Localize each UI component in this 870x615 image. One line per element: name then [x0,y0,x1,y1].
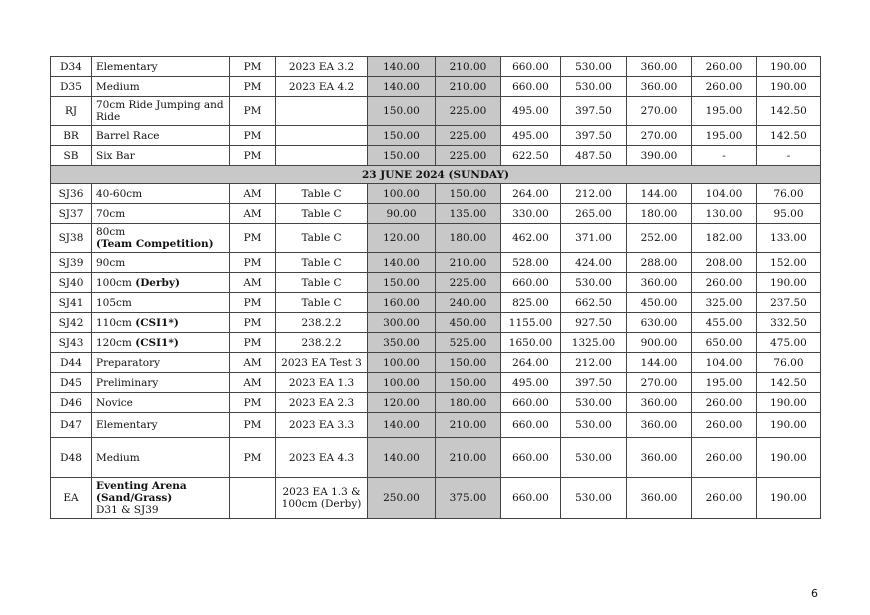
event-description: 80cm (Team Competition) [92,224,230,253]
day-header-row [51,166,821,184]
prize-cell: 144.00 [627,184,692,204]
prize-cell: 530.00 [561,438,627,478]
fee-cell: 150.00 [368,146,436,166]
fee-cell: 210.00 [436,253,501,273]
session: PM [230,413,276,438]
prize-cell: 1325.00 [561,333,627,353]
test-level: 2023 EA 1.3 [276,373,368,393]
fee-cell: 160.00 [368,293,436,313]
table-row [51,293,821,313]
prize-cell: 650.00 [692,333,757,353]
session: AM [230,273,276,293]
fee-cell: 225.00 [436,273,501,293]
event-code: SJ38 [51,224,92,253]
prize-cell: 371.00 [561,224,627,253]
session: PM [230,77,276,97]
session: AM [230,373,276,393]
fee-cell: 120.00 [368,393,436,413]
session: PM [230,253,276,273]
event-description: Elementary [92,57,230,77]
test-level: 2023 EA 2.3 [276,393,368,413]
prize-cell: 397.50 [561,97,627,126]
event-code: D44 [51,353,92,373]
table-row [51,253,821,273]
test-level: Table C [276,273,368,293]
session: PM [230,333,276,353]
event-description: 90cm [92,253,230,273]
fee-cell: 150.00 [368,273,436,293]
fee-cell: 225.00 [436,97,501,126]
prize-cell: 252.00 [627,224,692,253]
fee-cell: 140.00 [368,413,436,438]
prize-cell: 825.00 [501,293,561,313]
test-level [276,146,368,166]
fee-cell: 375.00 [436,478,501,519]
prize-cell: 900.00 [627,333,692,353]
prize-cell: 264.00 [501,353,561,373]
prize-cell: 104.00 [692,353,757,373]
fee-cell: 240.00 [436,293,501,313]
test-level: Table C [276,253,368,273]
prize-cell: 142.50 [757,126,821,146]
table-row [51,77,821,97]
prize-cell: 270.00 [627,373,692,393]
prize-cell: 325.00 [692,293,757,313]
prize-cell: 190.00 [757,57,821,77]
fee-cell: 135.00 [436,204,501,224]
prize-cell: 455.00 [692,313,757,333]
prize-cell: 142.50 [757,373,821,393]
table-row [51,146,821,166]
fee-cell: 525.00 [436,333,501,353]
prize-cell: 260.00 [692,77,757,97]
fee-cell: 250.00 [368,478,436,519]
prize-cell: 95.00 [757,204,821,224]
fee-cell: 210.00 [436,57,501,77]
prize-cell: 360.00 [627,478,692,519]
prize-cell: 182.00 [692,224,757,253]
prize-cell: 530.00 [561,393,627,413]
event-description: Preparatory [92,353,230,373]
prize-cell: 144.00 [627,353,692,373]
event-description: 40-60cm [92,184,230,204]
prize-cell: 180.00 [627,204,692,224]
prize-cell: 528.00 [501,253,561,273]
event-description: Eventing Arena (Sand/Grass) D31 & SJ39 [92,478,230,519]
session: PM [230,438,276,478]
prize-cell: 660.00 [501,57,561,77]
test-level: 2023 EA 4.3 [276,438,368,478]
prize-cell: 270.00 [627,126,692,146]
fee-cell: 140.00 [368,77,436,97]
event-code: D34 [51,57,92,77]
fee-cell: 140.00 [368,57,436,77]
fee-cell: 210.00 [436,413,501,438]
prize-cell: 260.00 [692,413,757,438]
fee-cell: 180.00 [436,224,501,253]
prize-cell: 390.00 [627,146,692,166]
table-row [51,413,821,438]
prize-cell: 190.00 [757,413,821,438]
prize-cell: 208.00 [692,253,757,273]
session: PM [230,126,276,146]
table-row [51,57,821,77]
prize-cell: 660.00 [501,413,561,438]
fee-cell: 140.00 [368,438,436,478]
prize-cell: 475.00 [757,333,821,353]
event-code: D35 [51,77,92,97]
prize-cell: - [692,146,757,166]
fee-cell: 150.00 [436,353,501,373]
prize-cell: 660.00 [501,393,561,413]
fee-cell: 180.00 [436,393,501,413]
prize-cell: 76.00 [757,184,821,204]
fee-cell: 140.00 [368,253,436,273]
prize-cell: 450.00 [627,293,692,313]
prize-cell: 288.00 [627,253,692,273]
test-level: 2023 EA 3.3 [276,413,368,438]
prize-cell: 152.00 [757,253,821,273]
prize-cell: 530.00 [561,57,627,77]
prize-cell: 76.00 [757,353,821,373]
table-row [51,393,821,413]
prize-cell: 360.00 [627,77,692,97]
prize-cell: 660.00 [501,478,561,519]
test-level: 2023 EA 4.2 [276,77,368,97]
prize-cell: 530.00 [561,478,627,519]
prize-cell: 530.00 [561,77,627,97]
event-code: SJ42 [51,313,92,333]
prize-cell: - [757,146,821,166]
session: PM [230,97,276,126]
prize-cell: 360.00 [627,438,692,478]
prize-cell: 260.00 [692,393,757,413]
event-code: SJ37 [51,204,92,224]
prize-cell: 265.00 [561,204,627,224]
fee-cell: 210.00 [436,77,501,97]
table-row [51,126,821,146]
session: AM [230,184,276,204]
fee-cell: 90.00 [368,204,436,224]
session: PM [230,224,276,253]
prize-cell: 190.00 [757,273,821,293]
prize-cell: 495.00 [501,373,561,393]
prize-cell: 104.00 [692,184,757,204]
test-level: Table C [276,184,368,204]
test-level: 238.2.2 [276,333,368,353]
prize-cell: 360.00 [627,57,692,77]
fee-cell: 100.00 [368,353,436,373]
fee-cell: 100.00 [368,373,436,393]
prize-cell: 660.00 [501,77,561,97]
prize-cell: 260.00 [692,478,757,519]
session: AM [230,204,276,224]
page-number: 6 [811,587,818,600]
fee-cell: 450.00 [436,313,501,333]
table-row [51,224,821,253]
table-row [51,438,821,478]
event-code: BR [51,126,92,146]
prize-cell: 630.00 [627,313,692,333]
table-row [51,273,821,293]
table-row [51,313,821,333]
fee-cell: 225.00 [436,146,501,166]
prize-cell: 495.00 [501,97,561,126]
prize-cell: 270.00 [627,97,692,126]
session: PM [230,313,276,333]
event-code: EA [51,478,92,519]
event-description: 110cm (CSI1*) [92,313,230,333]
prize-cell: 190.00 [757,478,821,519]
event-description: 105cm [92,293,230,313]
event-code: SJ41 [51,293,92,313]
event-description: Medium [92,77,230,97]
prize-cell: 622.50 [501,146,561,166]
prize-cell: 237.50 [757,293,821,313]
event-code: SJ36 [51,184,92,204]
prize-cell: 487.50 [561,146,627,166]
prize-cell: 360.00 [627,393,692,413]
table-row [51,373,821,393]
prize-cell: 360.00 [627,273,692,293]
prize-cell: 660.00 [501,438,561,478]
session: PM [230,293,276,313]
prize-cell: 133.00 [757,224,821,253]
fee-cell: 100.00 [368,184,436,204]
prize-cell: 397.50 [561,126,627,146]
test-level: Table C [276,204,368,224]
prize-cell: 927.50 [561,313,627,333]
event-code: SJ40 [51,273,92,293]
prize-cell: 530.00 [561,413,627,438]
prize-cell: 260.00 [692,438,757,478]
prize-cell: 190.00 [757,77,821,97]
table-row [51,97,821,126]
test-level [276,126,368,146]
prize-cell: 462.00 [501,224,561,253]
event-code: D47 [51,413,92,438]
prize-cell: 190.00 [757,438,821,478]
event-description: Preliminary [92,373,230,393]
test-level: 238.2.2 [276,313,368,333]
test-level: 2023 EA 3.2 [276,57,368,77]
day-header: 23 JUNE 2024 (SUNDAY) [51,166,821,184]
prize-cell: 1650.00 [501,333,561,353]
prize-cell: 212.00 [561,353,627,373]
prize-cell: 190.00 [757,393,821,413]
event-code: D48 [51,438,92,478]
event-description: 120cm (CSI1*) [92,333,230,353]
event-description: 100cm (Derby) [92,273,230,293]
prize-cell: 397.50 [561,373,627,393]
event-code: RJ [51,97,92,126]
entry-fees-table [50,56,821,519]
test-level: Table C [276,224,368,253]
prize-cell: 662.50 [561,293,627,313]
event-code: SJ43 [51,333,92,353]
test-level: 2023 EA 1.3 & 100cm (Derby) [276,478,368,519]
fee-cell: 225.00 [436,126,501,146]
prize-cell: 332.50 [757,313,821,333]
session: PM [230,57,276,77]
event-description: Novice [92,393,230,413]
event-description: Medium [92,438,230,478]
test-level: 2023 EA Test 3 [276,353,368,373]
prize-cell: 260.00 [692,57,757,77]
prize-cell: 142.50 [757,97,821,126]
test-level: Table C [276,293,368,313]
session: AM [230,353,276,373]
event-description: Elementary [92,413,230,438]
test-level [276,97,368,126]
table-row [51,478,821,519]
fee-cell: 150.00 [436,184,501,204]
event-description: 70cm [92,204,230,224]
fee-cell: 150.00 [436,373,501,393]
event-description: Barrel Race [92,126,230,146]
prize-cell: 260.00 [692,273,757,293]
session [230,478,276,519]
fee-cell: 300.00 [368,313,436,333]
prize-cell: 360.00 [627,413,692,438]
prize-cell: 495.00 [501,126,561,146]
table-row [51,204,821,224]
prize-cell: 264.00 [501,184,561,204]
prize-cell: 424.00 [561,253,627,273]
prize-cell: 1155.00 [501,313,561,333]
event-code: D45 [51,373,92,393]
session: PM [230,146,276,166]
prize-cell: 130.00 [692,204,757,224]
fee-cell: 210.00 [436,438,501,478]
fee-cell: 350.00 [368,333,436,353]
prize-cell: 195.00 [692,126,757,146]
table-row [51,333,821,353]
event-description: Six Bar [92,146,230,166]
event-description: 70cm Ride Jumping and Ride [92,97,230,126]
table-row [51,353,821,373]
prize-cell: 195.00 [692,373,757,393]
event-code: D46 [51,393,92,413]
prize-cell: 330.00 [501,204,561,224]
fee-cell: 150.00 [368,97,436,126]
fee-cell: 120.00 [368,224,436,253]
prize-cell: 212.00 [561,184,627,204]
session: PM [230,393,276,413]
prize-cell: 530.00 [561,273,627,293]
table-row [51,184,821,204]
fee-cell: 150.00 [368,126,436,146]
prize-cell: 195.00 [692,97,757,126]
prize-cell: 660.00 [501,273,561,293]
event-code: SJ39 [51,253,92,273]
event-code: SB [51,146,92,166]
